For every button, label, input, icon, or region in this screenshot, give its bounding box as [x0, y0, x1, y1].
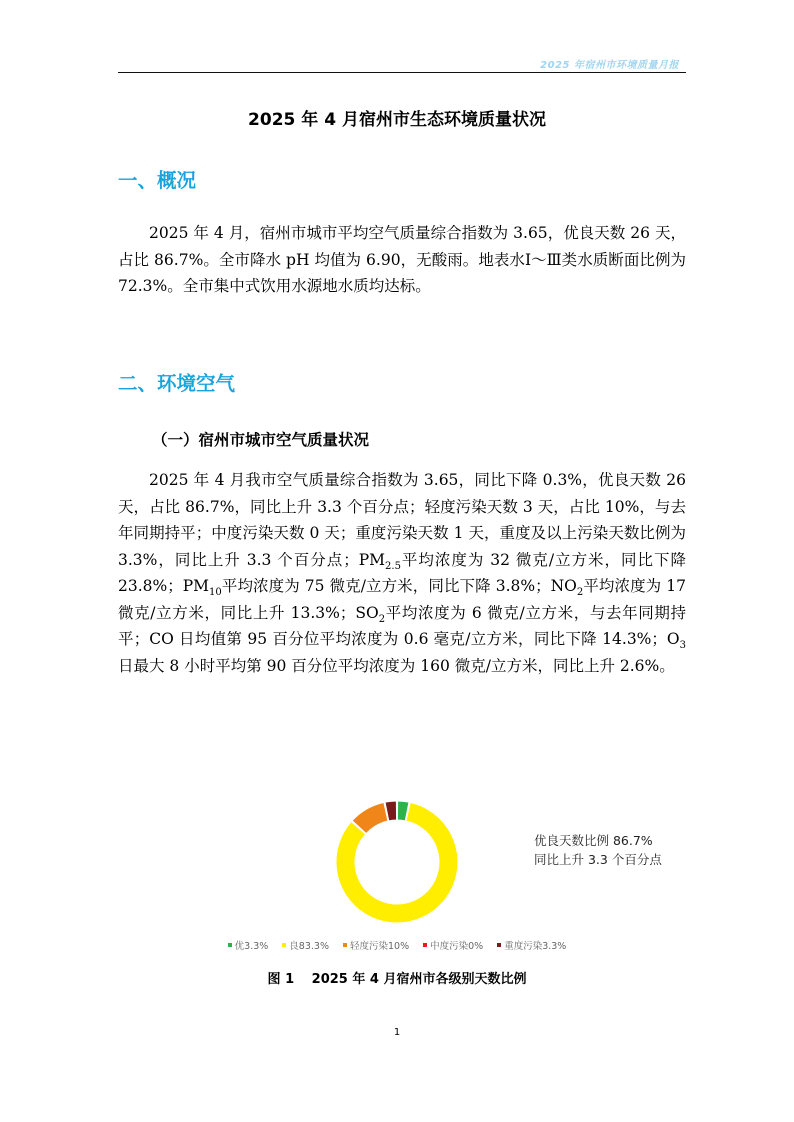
- chart-annotation: [534, 831, 662, 869]
- subsection-heading-air-quality: （一）宿州市城市空气质量状况: [152, 431, 370, 449]
- air-text-5: 平均浓度为 6 微克/立方米，与去年同期持平；CO 日均值第 95 百分位平均浓度为 0.6 毫克/立方米，同比下降 14.3%；O: [118, 603, 686, 648]
- overview-paragraph: 2025 年 4 月，宿州市城市平均空气质量综合指数为 3.65，优良天数 26 天，占比 86.7%。全市降水 pH 均值为 6.90，无酸雨。地表水Ⅰ～Ⅲ类水质断面比例为 72.3%。全市集中式饮用水源地水质均达标。: [118, 224, 686, 295]
- header-rule: [118, 72, 686, 73]
- air-text-3: 平均浓度为 75 微克/立方米，同比下降 3.8%；NO: [221, 577, 577, 595]
- no2-subscript: 2: [576, 587, 584, 599]
- pm10-subscript: 10: [209, 587, 222, 599]
- legend-item-4: [497, 938, 566, 952]
- annotation-line-1: 优良天数比例 86.7%: [534, 833, 653, 848]
- pm25-subscript: 2.5: [385, 560, 401, 572]
- so2-subscript: 2: [378, 613, 386, 625]
- legend-swatch-3: [423, 943, 427, 947]
- page-number: 1: [393, 1027, 401, 1038]
- legend-item-0: [228, 938, 269, 952]
- legend-label-2: 轻度污染10%: [349, 941, 410, 952]
- legend-label-0: 优3.3%: [234, 941, 269, 952]
- legend-item-3: [423, 938, 483, 952]
- legend-item-1: [282, 938, 329, 952]
- legend-label-3: 中度污染0%: [430, 941, 484, 952]
- legend-swatch-2: [343, 943, 347, 947]
- legend-label-4: 重度污染3.3%: [504, 941, 567, 952]
- page-title: 2025 年 4 月宿州市生态环境质量状况: [248, 110, 546, 130]
- section-heading-air: 二、环境空气: [118, 372, 236, 395]
- legend-item-2: [343, 938, 409, 952]
- air-text-4: 平均浓度为 17 微克/立方米，同比上升 13.3%；SO: [118, 577, 686, 622]
- legend-swatch-0: [228, 943, 232, 947]
- o3-subscript: 3: [679, 640, 686, 652]
- annotation-line-2: 同比上升 3.3 个百分点: [534, 852, 662, 867]
- figure-caption: 图 1 2025 年 4 月宿州市各级别天数比例: [267, 972, 527, 987]
- donut-slice-2: [352, 802, 388, 833]
- legend-swatch-1: [282, 943, 286, 947]
- section-heading-overview: 一、概况: [118, 169, 197, 192]
- air-text-1: 2025 年 4 月我市空气质量综合指数为 3.65，同比下降 0.3%，优良天数 26 天，占比 86.7%，同比上升 3.3 个百分点；轻度污染天数 3 天，占比 10%，与去年同期持平；中度污染天数 0 天；重度污染天数 1 天，重度及以上污染天数比例为 3.3%，同比上升 3.3 个百分点；PM: [118, 471, 686, 569]
- donut-slice-0: [397, 801, 409, 821]
- running-header: 2025 年宿州市环境质量月报: [540, 60, 679, 71]
- air-text-2: 平均浓度为 32 微克/立方米，同比下降 23.8%；PM: [118, 550, 686, 595]
- legend-label-1: 良83.3%: [289, 941, 329, 952]
- donut-slice-1: [336, 802, 458, 923]
- donut-slice-4: [385, 801, 397, 821]
- legend-swatch-4: [497, 943, 501, 947]
- air-text-6: 日最大 8 小时平均第 90 百分位平均浓度为 160 微克/立方米，同比上升 2.6%。: [118, 656, 675, 675]
- chart-legend: [0, 938, 794, 952]
- air-quality-paragraph: [118, 467, 686, 679]
